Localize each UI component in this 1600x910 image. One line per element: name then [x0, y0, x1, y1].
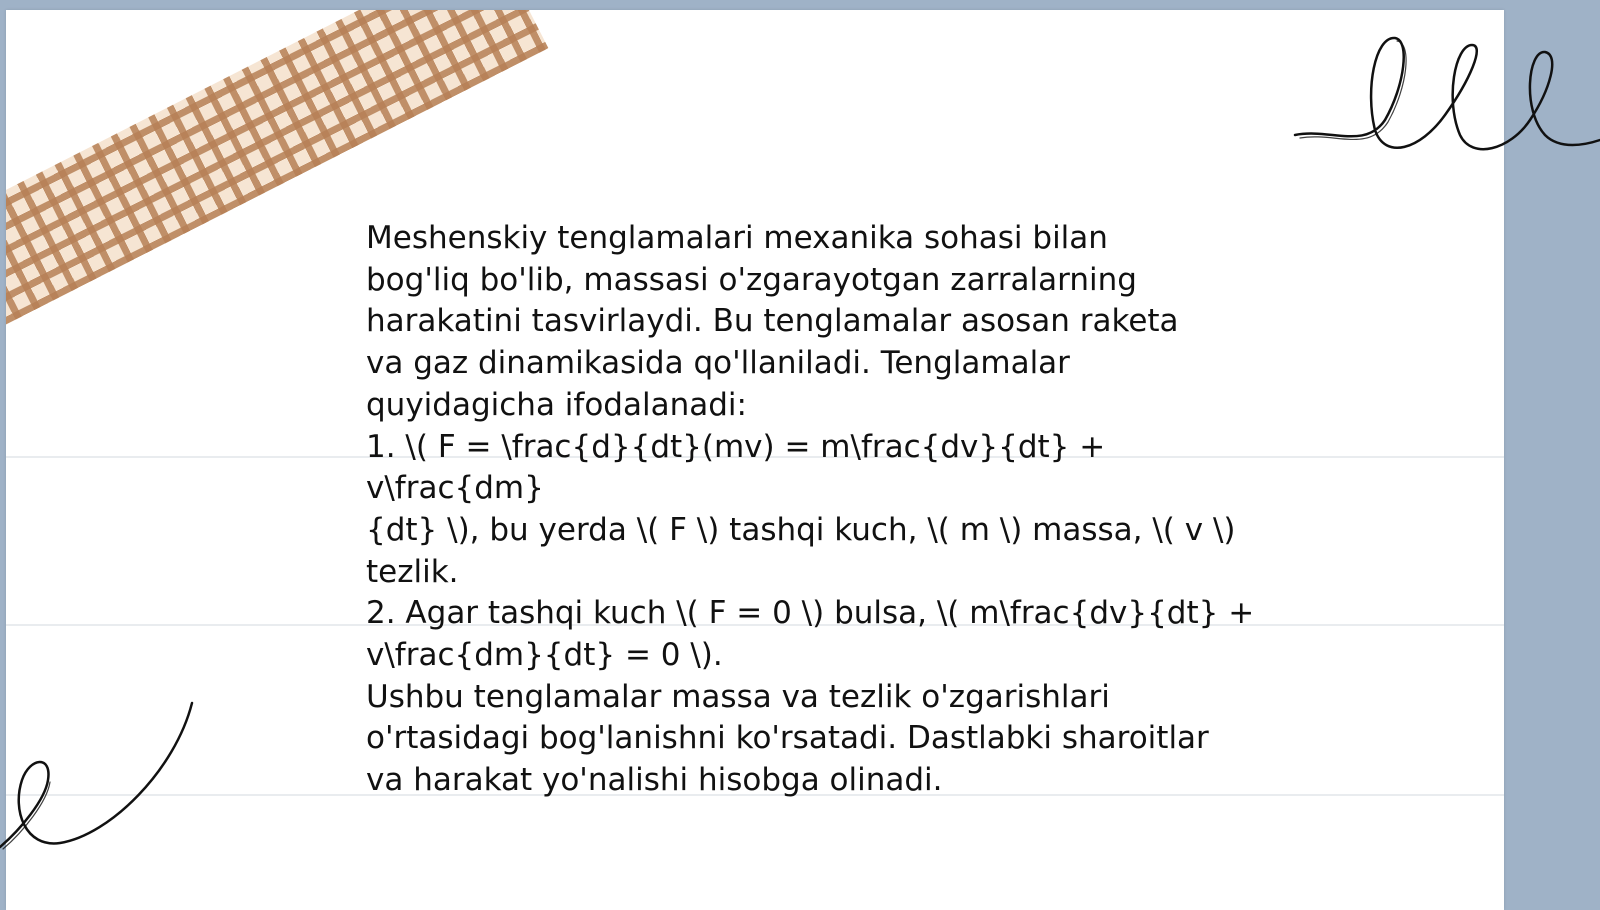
slide-body-text: Meshenskiy tenglamalari mexanika sohasi bilan bog'liq bo'lib, massasi o'zgarayotgan zarralarning harakatini tasvirlaydi. Bu tenglamalar asosan raketa va gaz dinamikasida qo'llaniladi. Tenglamalar quyidagicha ifodalanadi: 1. \( F = \frac{d}{dt}(mv) = m\frac{dv}{dt} + v\frac{dm} {dt} \), bu yerda \( F \) tashqi kuch, \( m \) massa, \( v \) tezlik. 2. Agar tashqi kuch \( F = 0 \) bulsa, \( m\frac{dv}{dt} + v\frac{dm}{dt} = 0 \). Ushbu tenglamalar massa va tezlik o'zgarishlari o'rtasidagi bog'lanishni ko'rsatadi. Dastlabki sharoitlar va harakat yo'nalishi hisobga olinadi.: [366, 220, 1255, 799]
